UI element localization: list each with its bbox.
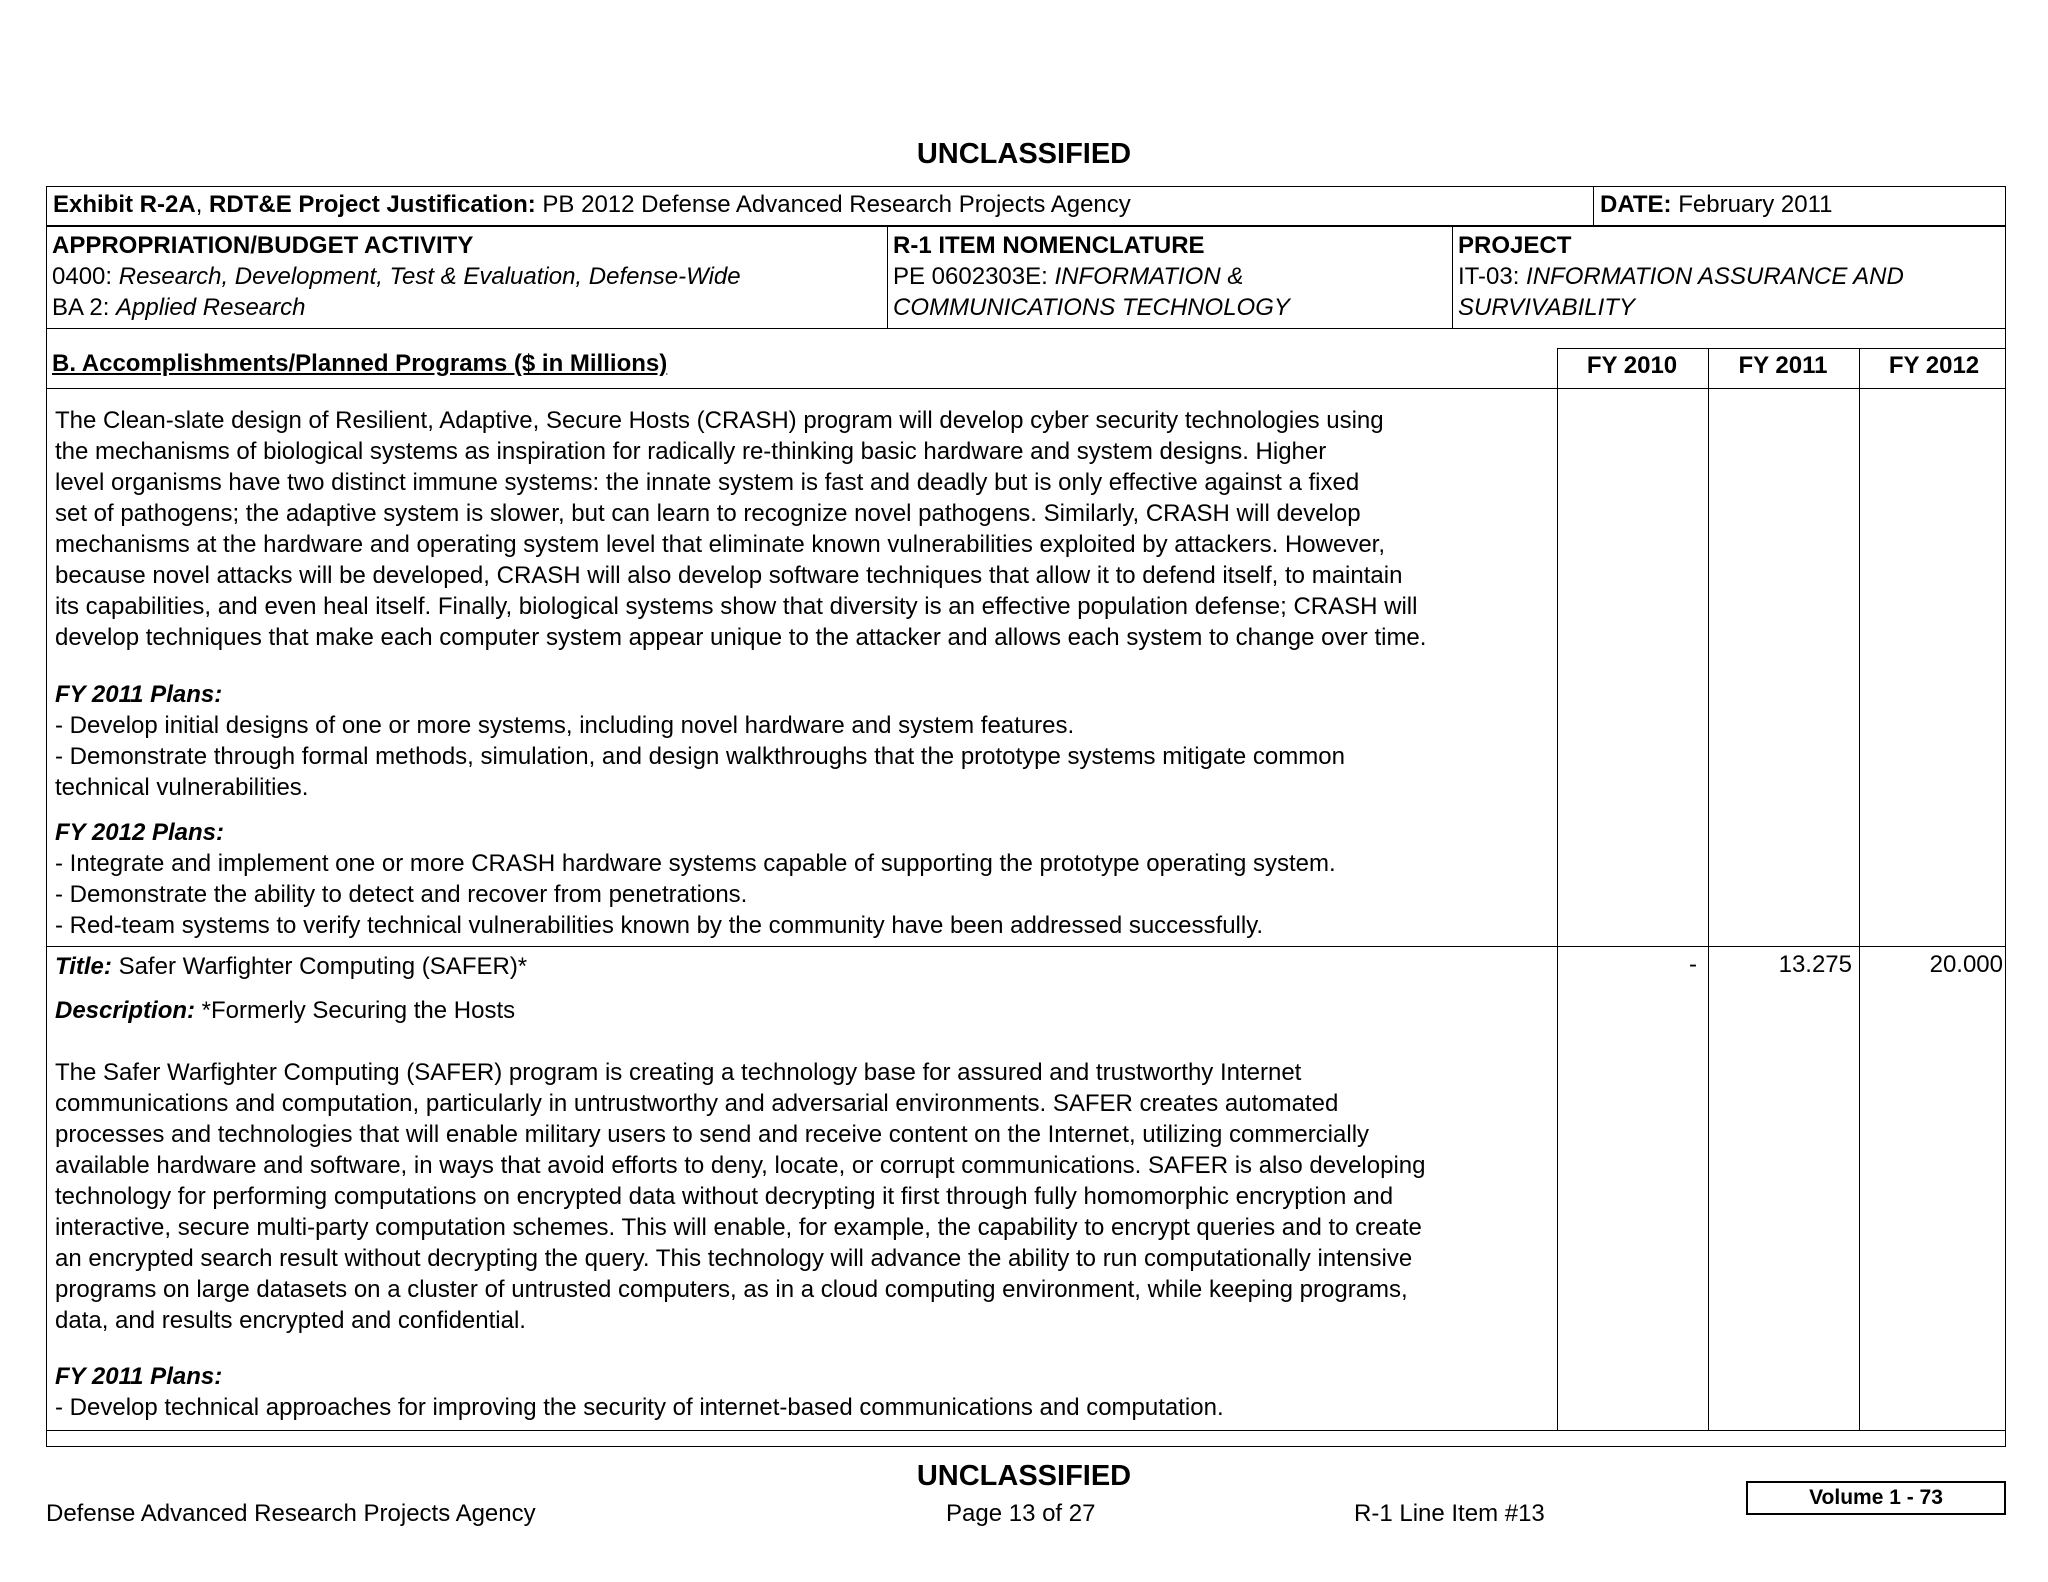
footer-line-item: R-1 Line Item #13 <box>1354 1500 1545 1527</box>
safer-line: interactive, secure multi-party computation schemes. This will enable, for example, the capability to encrypt queries and to create <box>55 1214 1422 1241</box>
crash-line: develop techniques that make each computer system appear unique to the attacker and allows each system to change over time. <box>55 624 1427 651</box>
safer-title <box>55 951 1555 982</box>
safer-description <box>55 1057 1560 1336</box>
crash-fy2011-list <box>55 710 1555 803</box>
fy-header-bottom-line <box>46 388 2006 389</box>
fy-header-top-line <box>1557 348 2006 349</box>
crash-line: mechanisms at the hardware and operating system level that eliminate known vulnerabilities exploited by attackers. However, <box>55 531 1386 558</box>
r1-line-2 <box>893 292 1447 323</box>
project-text-cont: SURVIVABILITY <box>1458 294 1635 321</box>
crash-line: The Clean-slate design of Resilient, Adaptive, Secure Hosts (CRASH) program will develop cyber security technologies using <box>55 407 1384 434</box>
classification-top: UNCLASSIFIED <box>916 138 1132 170</box>
appropriation-text: Research, Development, Test & Evaluation, Defense-Wide <box>118 263 741 290</box>
footer-page-number: Page 13 of 27 <box>946 1500 1096 1527</box>
crash-fy2012-list <box>55 848 1555 941</box>
budget-activity-text: Applied Research <box>116 294 306 321</box>
project-code: IT-03: <box>1458 263 1527 290</box>
list-item: technical vulnerabilities. <box>55 774 309 801</box>
safer-fy2011-list <box>55 1392 1555 1423</box>
safer-title-label: Title: <box>55 953 112 980</box>
safer-line: The Safer Warfighter Computing (SAFER) program is creating a technology base for assured and trustworthy Internet <box>55 1059 1302 1086</box>
project-cell <box>1452 226 2005 328</box>
exhibit-agency: PB 2012 Defense Advanced Research Projects Agency <box>535 191 1131 218</box>
appropriation-cell <box>47 226 887 328</box>
r1-nomenclature-cell <box>887 226 1452 328</box>
list-item: - Demonstrate the ability to detect and recover from penetrations. <box>55 881 748 908</box>
safer-fy2011-heading: FY 2011 Plans: <box>55 1363 223 1390</box>
pe-text: INFORMATION & <box>1054 263 1244 290</box>
list-item: - Red-team systems to verify technical vulnerabilities known by the community have been addressed successfully. <box>55 912 1264 939</box>
program-header <box>46 225 2006 329</box>
r1-heading: R-1 ITEM NOMENCLATURE <box>893 232 1205 259</box>
safer-line: programs on large datasets on a cluster of untrusted computers, as in a cloud computing environment, while keeping programs, <box>55 1276 1408 1303</box>
crash-fy2011-heading: FY 2011 Plans: <box>55 681 223 708</box>
safer-fy2011-value: 13.275 <box>1778 951 1852 978</box>
safer-description-note: *Formerly Securing the Hosts <box>195 997 516 1024</box>
date-label: DATE: <box>1600 191 1672 218</box>
fy2012-header: FY 2012 <box>1888 352 1980 379</box>
pe-code: PE 0602303E: <box>893 263 1055 290</box>
list-item: - Develop technical approaches for improving the security of internet-based communications and computation. <box>55 1394 1224 1421</box>
crash-description <box>55 405 1555 653</box>
r1-line-1 <box>893 261 1447 292</box>
appropriation-heading: APPROPRIATION/BUDGET ACTIVITY <box>52 232 474 259</box>
safer-line: an encrypted search result without decrypting the query. This technology will advance the ability to run computationally intensive <box>55 1245 1413 1272</box>
crash-line: set of pathogens; the adaptive system is slower, but can learn to recognize novel pathogens. Similarly, CRASH will develop <box>55 500 1361 527</box>
volume-box: Volume 1 - 73 <box>1746 1481 2006 1515</box>
safer-fy2012-value: 20.000 <box>1929 951 2003 978</box>
safer-fy2010-value: - <box>1689 951 1697 978</box>
section-b-title: B. Accomplishments/Planned Programs ($ in Millions) <box>52 350 668 377</box>
fy2011-col-line <box>1708 348 1709 1430</box>
safer-description-label <box>55 995 1555 1026</box>
classification-bottom: UNCLASSIFIED <box>916 1460 1132 1492</box>
project-line-1 <box>1458 261 2000 292</box>
list-item: - Develop initial designs of one or more systems, including novel hardware and system features. <box>55 712 1075 739</box>
row-divider <box>46 946 2006 947</box>
list-item: - Demonstrate through formal methods, simulation, and design walkthroughs that the prototype systems mitigate common <box>55 743 1345 770</box>
safer-line: processes and technologies that will enable military users to send and receive content on the Internet, utilizing commercially <box>55 1121 1370 1148</box>
safer-title-text: Safer Warfighter Computing (SAFER)* <box>111 953 528 980</box>
safer-description-heading: Description: <box>55 997 196 1024</box>
fy2011-header: FY 2011 <box>1738 352 1828 379</box>
crash-line: its capabilities, and even heal itself. Finally, biological systems show that diversity is an effective population defense; CRASH will <box>55 593 1418 620</box>
project-line-2 <box>1458 292 2000 323</box>
crash-fy2012-plans <box>55 817 1555 941</box>
safer-line: available hardware and software, in ways that avoid efforts to deny, locate, or corrupt communications. SAFER is also developing <box>55 1152 1426 1179</box>
appropriation-line-2 <box>52 292 882 323</box>
project-heading: PROJECT <box>1458 232 1572 259</box>
exhibit-header <box>46 186 2006 227</box>
crash-line: because novel attacks will be developed, CRASH will also develop software techniques that allow it to defend itself, to maintain <box>55 562 1403 589</box>
safer-fy2011-plans <box>55 1361 1555 1423</box>
crash-fy2011-plans <box>55 679 1555 803</box>
date-cell <box>1593 187 2005 226</box>
pe-text-cont: COMMUNICATIONS TECHNOLOGY <box>893 294 1290 321</box>
safer-line: data, and results encrypted and confidential. <box>55 1307 526 1334</box>
row-divider-bottom <box>46 1430 2006 1431</box>
footer-agency: Defense Advanced Research Projects Agency <box>46 1500 536 1527</box>
date-value: February 2011 <box>1671 191 1833 218</box>
budget-activity-code: BA 2: <box>52 294 117 321</box>
appropriation-line-1 <box>52 261 882 292</box>
fy2012-col-line <box>1859 348 1860 1430</box>
crash-line: level organisms have two distinct immune systems: the innate system is fast and deadly but is only effective against a fixed <box>55 469 1360 496</box>
appropriation-code: 0400: <box>52 263 119 290</box>
fy2010-header: FY 2010 <box>1586 352 1678 379</box>
exhibit-type: RDT&E Project Justification: <box>209 191 536 218</box>
project-text: INFORMATION ASSURANCE AND <box>1526 263 1904 290</box>
safer-line: communications and computation, particularly in untrustworthy and adversarial environments. SAFER creates automated <box>55 1090 1339 1117</box>
crash-fy2012-heading: FY 2012 Plans: <box>55 819 224 846</box>
safer-line: technology for performing computations on encrypted data without decrypting it first through fully homomorphic encryption and <box>55 1183 1394 1210</box>
exhibit-separator: , <box>195 191 210 218</box>
exhibit-title <box>53 191 1131 219</box>
list-item: - Integrate and implement one or more CRASH hardware systems capable of supporting the prototype operating system. <box>55 850 1336 877</box>
crash-line: the mechanisms of biological systems as inspiration for radically re-thinking basic hardware and system designs. Higher <box>55 438 1327 465</box>
exhibit-label: Exhibit R-2A <box>53 191 196 218</box>
